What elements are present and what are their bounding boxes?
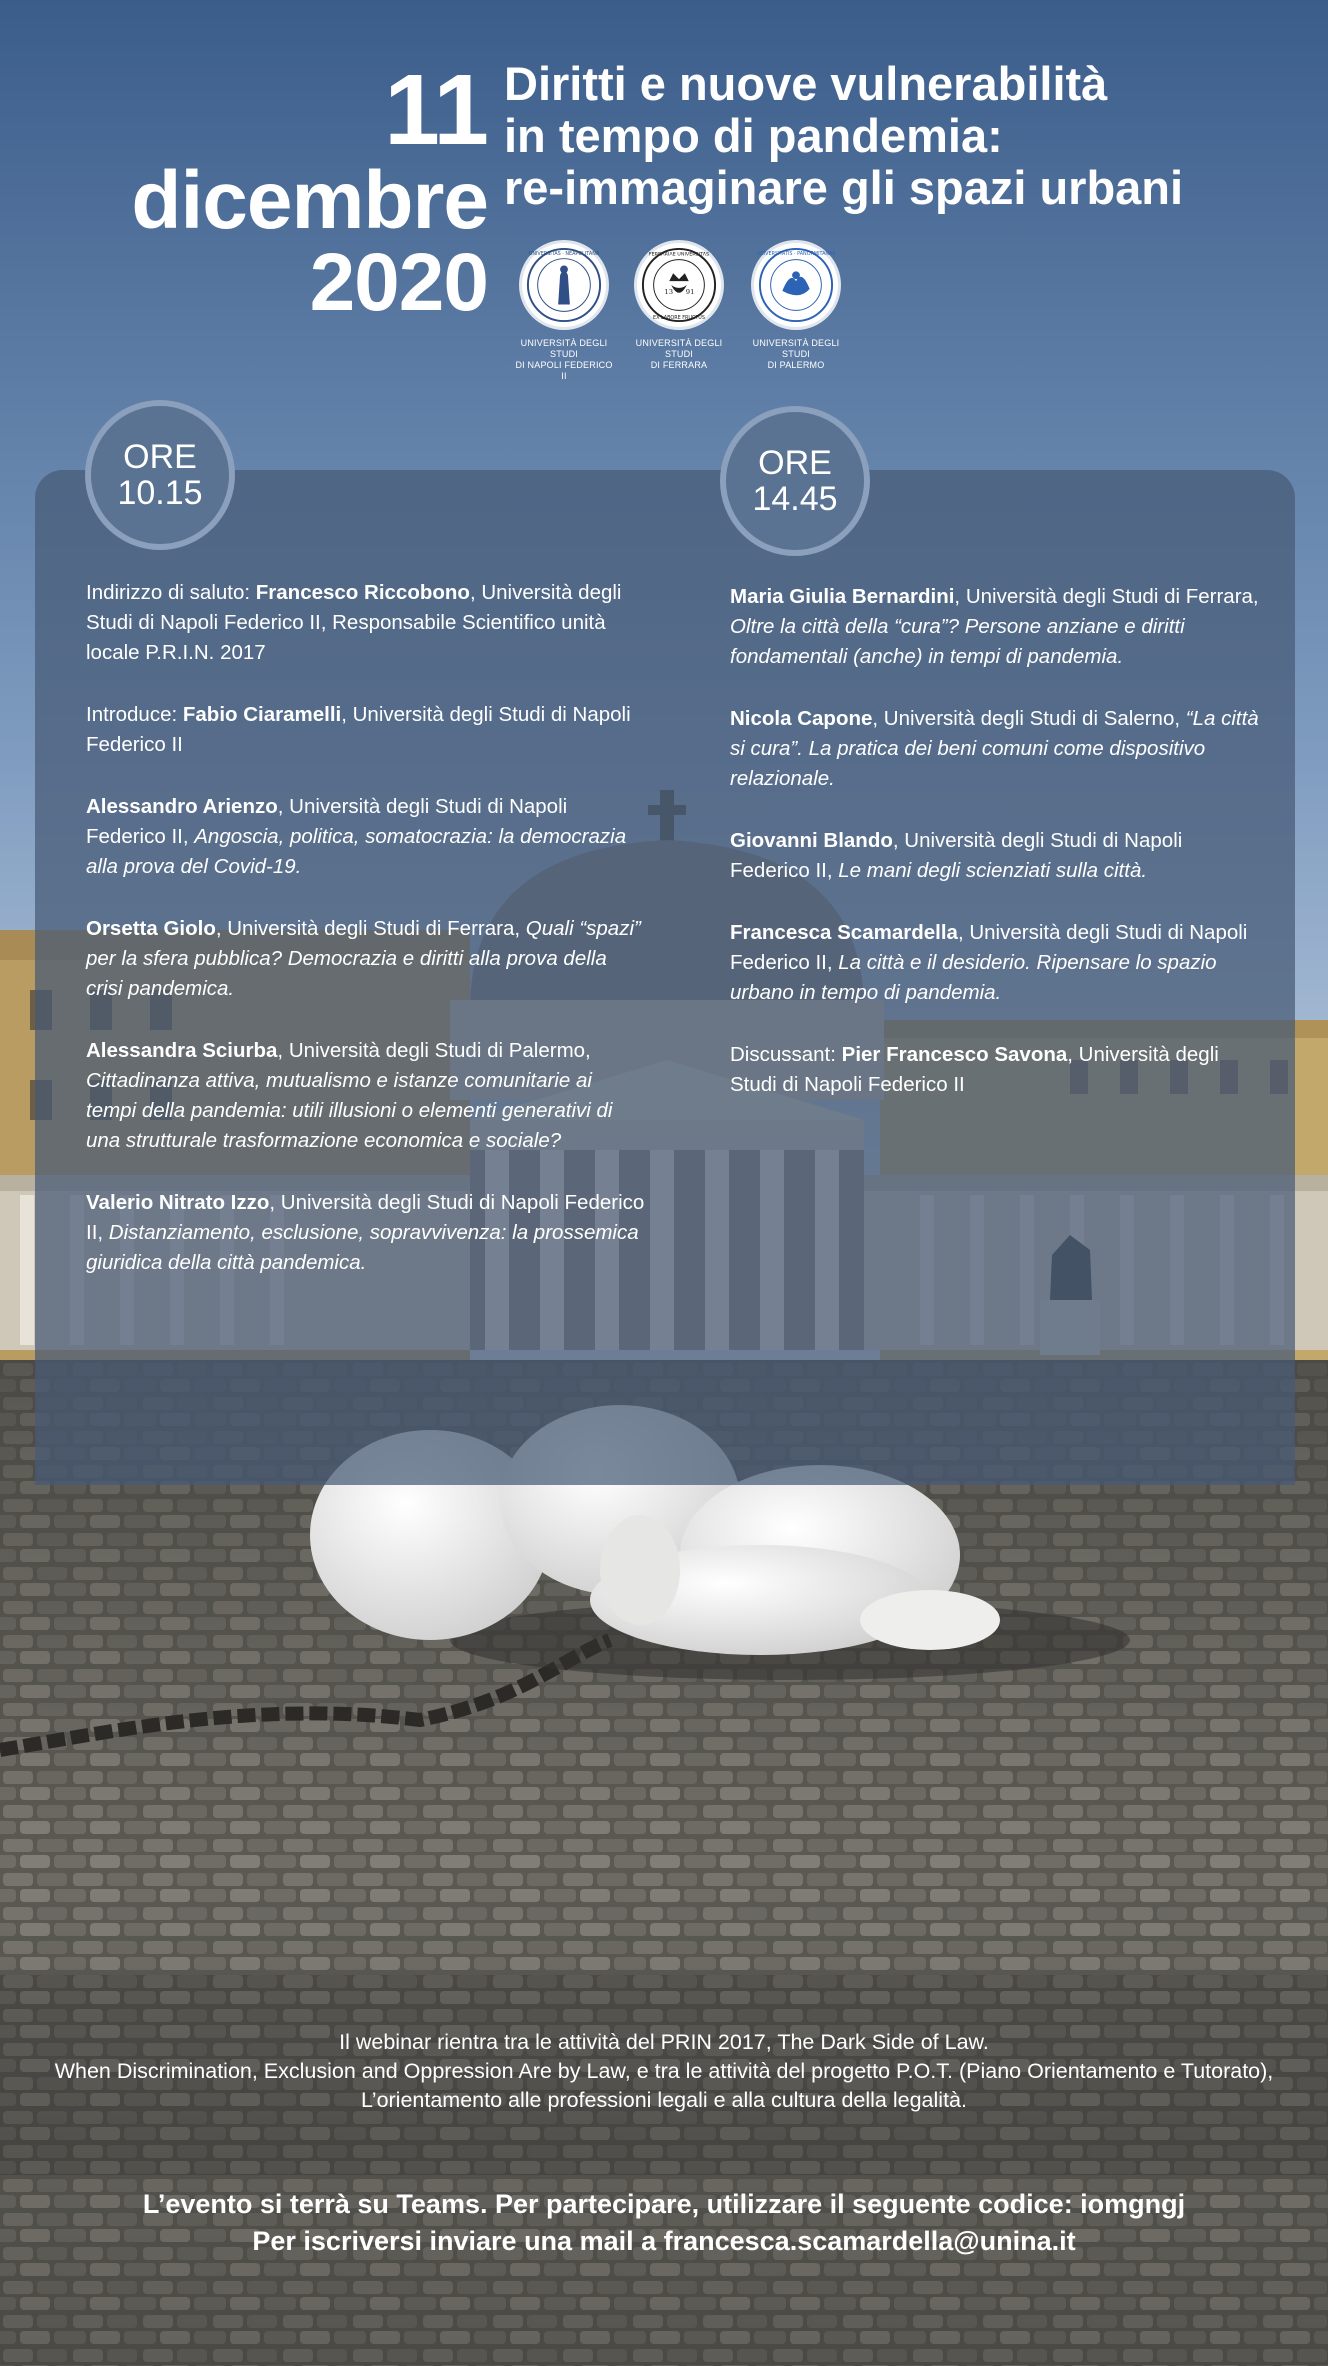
- seal-napoli: [514, 240, 614, 382]
- seal-caption: UNIVERSITÀ DEGLI STUDI: [752, 338, 840, 359]
- program-item: Giovanni Blando, Università degli Studi di Napoli Federico II, Le mani degli scienziati sulla città.: [730, 829, 1183, 882]
- badge-label: ORE: [123, 438, 197, 476]
- date-month: dicembre: [131, 155, 488, 246]
- seal-palermo: [746, 240, 846, 371]
- seal-caption: DI PALERMO: [767, 360, 825, 370]
- svg-text:UNIVERSITAS · NEAPOLITANA: UNIVERSITAS · NEAPOLITANA: [528, 250, 600, 257]
- svg-text:UNIVERSITATIS · PANORMITANAE: UNIVERSITATIS · PANORMITANAE: [757, 250, 835, 257]
- title-line: in tempo di pandemia:: [504, 109, 1003, 162]
- session-time-badge-afternoon: [720, 406, 870, 556]
- morning-program: [86, 578, 646, 1310]
- title-line: re-immaginare gli spazi urbani: [504, 161, 1184, 214]
- seal-caption: UNIVERSITÀ DEGLI STUDI: [635, 338, 723, 359]
- program-item: Indirizzo di saluto: Francesco Riccobono, Università degli Studi di Napoli Federico II, Responsabile Scientifico unità locale P.R.I.N. 2017: [86, 581, 622, 664]
- program-item: Nicola Capone, Università degli Studi di Salerno, “La città si cura”. La pratica dei beni comuni come dispositivo relazionale.: [730, 707, 1259, 790]
- badge-time: 10.15: [117, 474, 203, 512]
- svg-text:91: 91: [685, 287, 695, 296]
- program-item: Orsetta Giolo, Università degli Studi di Ferrara, Quali “spazi” per la sfera pubblica? Democrazia e diritti alla prova della crisi pandemica.: [86, 917, 641, 1000]
- afternoon-program: [730, 582, 1260, 1132]
- note-line: L’orientamento alle professioni legali e alla cultura della legalità.: [361, 2088, 967, 2112]
- date-year: 2020: [309, 237, 488, 328]
- session-time-badge-morning: [85, 400, 235, 550]
- program-item: Francesca Scamardella, Università degli Studi di Napoli Federico II, La città e il desiderio. Ripensare lo spazio urbano in tempo di pandemia.: [730, 921, 1248, 1004]
- note-line: Il webinar rientra tra le attività del PRIN 2017, The Dark Side of Law.: [339, 2030, 989, 2054]
- event-title: [504, 58, 1284, 214]
- svg-text:FERRARIAE UNIVERSITAS: FERRARIAE UNIVERSITAS: [648, 251, 710, 258]
- university-seal-icon: [640, 246, 718, 324]
- program-item: Alessandro Arienzo, Università degli Studi di Napoli Federico II, Angoscia, politica, somatocrazia: la democrazia alla prova del Covid-19.: [86, 795, 627, 878]
- seal-ferrara: [629, 240, 729, 371]
- teams-code-line: L’evento si terrà su Teams. Per partecipare, utilizzare il seguente codice: iomgngj: [142, 2189, 1186, 2219]
- seal-caption: DI FERRARA: [650, 360, 708, 370]
- webinar-note: [0, 2028, 1328, 2115]
- program-item: Discussant: Pier Francesco Savona, Università degli Studi di Napoli Federico II: [730, 1043, 1219, 1096]
- note-line: When Discrimination, Exclusion and Oppression Are by Law, e tra le attività del progetto P.O.T. (Piano Orientamento e Tutorato),: [54, 2059, 1274, 2083]
- program-item: Maria Giulia Bernardini, Università degli Studi di Ferrara, Oltre la città della “cura”? Persone anziane e diritti fondamentali (anche) in tempi di pandemia.: [730, 585, 1259, 668]
- seal-caption: DI NAPOLI FEDERICO II: [515, 360, 613, 381]
- badge-time: 14.45: [752, 480, 838, 518]
- program-item: Valerio Nitrato Izzo, Università degli Studi di Napoli Federico II, Distanziamento, esclusione, sopravvivenza: la prossemica giuridica della città pandemica.: [86, 1191, 645, 1274]
- program-item: Introduce: Fabio Ciaramelli, Università degli Studi di Napoli Federico II: [86, 703, 631, 756]
- university-seal-icon: [757, 246, 835, 324]
- seal-caption: UNIVERSITÀ DEGLI STUDI: [520, 338, 608, 359]
- program-item: Alessandra Sciurba, Università degli Studi di Palermo, Cittadinanza attiva, mutualismo e istanze comunitarie ai tempi della pandemia: utili illusioni o elementi generativi di una strutturale trasformazione economica e sociale?: [86, 1039, 613, 1152]
- svg-text:13: 13: [664, 287, 674, 296]
- participation-info: [0, 2186, 1328, 2260]
- title-line: Diritti e nuove vulnerabilità: [504, 57, 1108, 110]
- svg-text:EX LABORE FRUCTUS: EX LABORE FRUCTUS: [653, 315, 705, 322]
- date-day: 11: [384, 54, 488, 166]
- university-seals: [514, 240, 874, 381]
- registration-email-line: Per iscriversi inviare una mail a francesca.scamardella@unina.it: [252, 2226, 1076, 2256]
- event-date: [68, 54, 488, 328]
- badge-label: ORE: [758, 444, 832, 482]
- university-seal-icon: [525, 246, 603, 324]
